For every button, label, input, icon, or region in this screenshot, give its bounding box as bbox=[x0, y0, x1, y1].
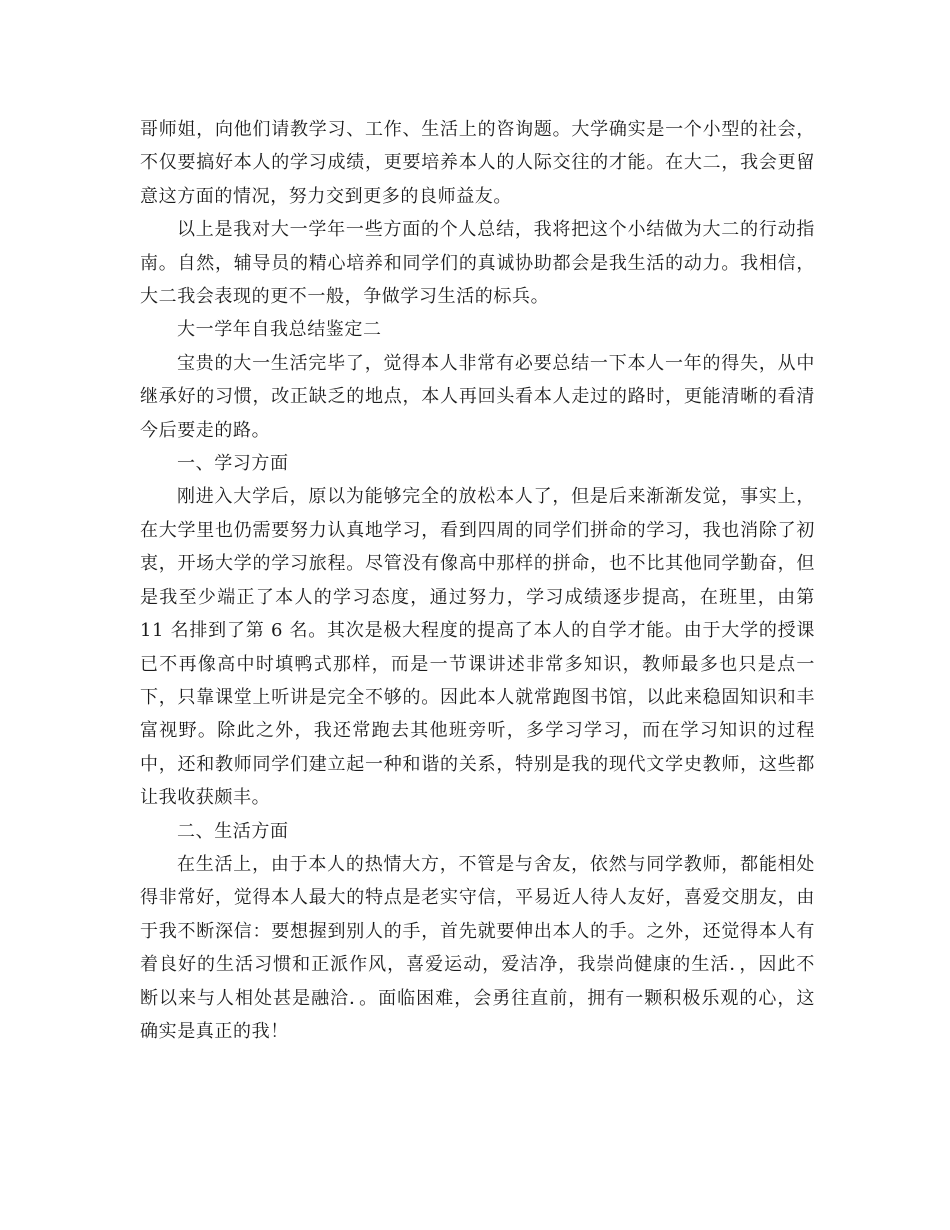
paragraph-intro: 宝贵的大一生活完毕了，觉得本人非常有必要总结一下本人一年的得失，从中继承好的习惯，改正缺乏的地点，本人再回头看本人走过的路时，更能清晰的看清今后要走的路。 bbox=[140, 352, 815, 441]
section-title: 大一学年自我总结鉴定二 bbox=[177, 319, 382, 341]
heading-life: 二、生活方面 bbox=[177, 820, 289, 842]
document-body bbox=[140, 113, 815, 1048]
paragraph-summary: 以上是我对大一学年一些方面的个人总结，我将把这个小结做为大二的行动指南。自然，辅导员的精心培养和同学们的真诚协助都会是我生活的动力。我相信，大二我会表现的更不一般，争做学习生活的标兵。 bbox=[140, 219, 815, 308]
heading-study: 一、学习方面 bbox=[177, 453, 289, 475]
paragraph-continuation: 哥师姐，向他们请教学习、工作、生活上的咨询题。大学确实是一个小型的社会，不仅要搞好本人的学习成绩，更要培养本人的人际交往的才能。在大二，我会更留意这方面的情况，努力交到更多的良师益友。 bbox=[140, 119, 815, 207]
paragraph-study: 刚进入大学后，原以为能够完全的放松本人了，但是后来渐渐发觉，事实上，在大学里也仍需要努力认真地学习，看到四周的同学们拼命的学习，我也消除了初衷，开场大学的学习旅程。尽管没有像高中那样的拼命，也不比其他同学勤奋，但是我至少端正了本人的学习态度，通过努力，学习成绩逐步提高，在班里，由第 11 名排到了第 6 名。其次是极大程度的提高了本人的自学才能。由于大学的授课已不再像高中时填鸭式那样，而是一节课讲述非常多知识，教师最多也只是点一下，只靠课堂上听讲是完全不够的。因此本人就常跑图书馆，以此来稳固知识和丰富视野。除此之外，我还常跑去其他班旁听，多学习学习，而在学习知识的过程中，还和教师同学们建立起一种和谐的关系，特别是我的现代文学史教师，这些都让我收获颇丰。 bbox=[140, 486, 815, 809]
paragraph-life: 在生活上，由于本人的热情大方，不管是与舍友，依然与同学教师，都能相处得非常好，觉得本人最大的特点是老实守信，平易近人待人友好，喜爱交朋友，由于我不断深信：要想握到别人的手，首先就要伸出本人的手。之外，还觉得本人有着良好的生活习惯和正派作风，喜爱运动，爱洁净，我崇尚健康的生活．，因此不断以来与人相处甚是融洽．。面临困难，会勇往直前，拥有一颗积极乐观的心，这确实是真正的我！ bbox=[140, 853, 815, 1042]
